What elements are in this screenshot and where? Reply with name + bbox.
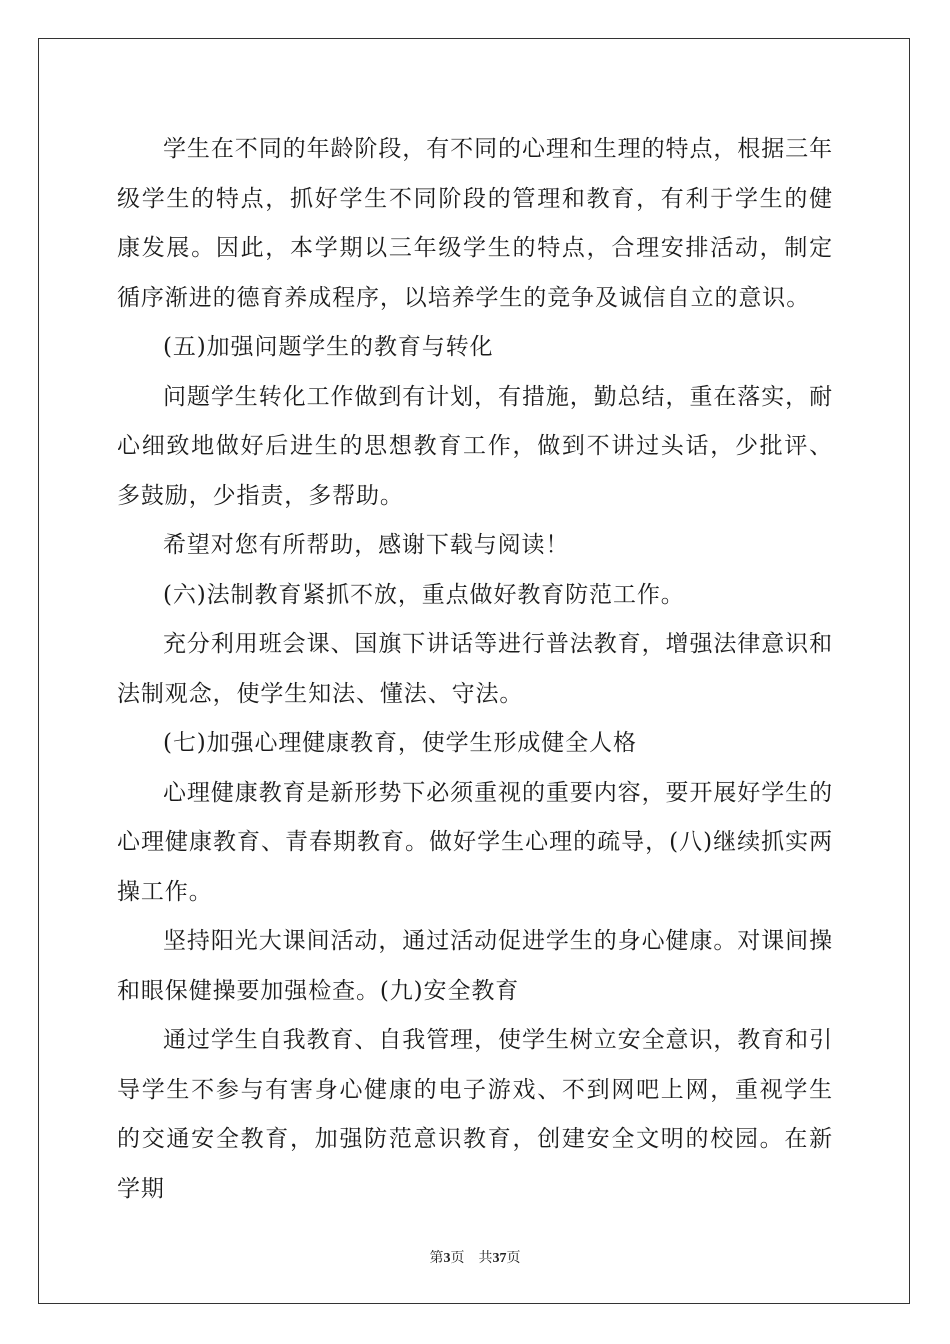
- heading-section-7: (七)加强心理健康教育，使学生形成健全人格: [163, 730, 637, 756]
- document-body: [117, 125, 833, 1214]
- paragraph-thanks: 希望对您有所帮助，感谢下载与阅读！: [163, 532, 570, 558]
- footer-total-suffix: 页: [506, 1250, 521, 1266]
- paragraph-exercise: 坚持阳光大课间活动，通过活动促进学生的身心健康。对课间操和眼保健操要加强检查。(九)安全教育: [117, 928, 833, 1004]
- paragraph-problem-students: 问题学生转化工作做到有计划，有措施，勤总结，重在落实，耐心细致地做好后进生的思想教育工作，做到不讲过头话，少批评、多鼓励，少指责，多帮助。: [117, 383, 833, 509]
- heading-section-5: (五)加强问题学生的教育与转化: [163, 334, 494, 360]
- footer-page-prefix: 第: [429, 1250, 444, 1266]
- paragraph-legal-education: 充分利用班会课、国旗下讲话等进行普法教育，增强法律意识和法制观念，使学生知法、懂法、守法。: [117, 631, 833, 707]
- footer-page-number: 3: [443, 1251, 451, 1266]
- paragraph-safety: 通过学生自我教育、自我管理，使学生树立安全意识，教育和引导学生不参与有害身心健康的电子游戏、不到网吧上网，重视学生的交通安全教育，加强防范意识教育，创建安全文明的校园。在新学期: [117, 1027, 833, 1202]
- footer-page-suffix: 页: [450, 1250, 465, 1266]
- page-footer: [0, 1247, 950, 1267]
- heading-section-6: (六)法制教育紧抓不放，重点做好教育防范工作。: [163, 581, 685, 608]
- footer-total-pages: 37: [492, 1251, 507, 1266]
- paragraph-intro: 学生在不同的年龄阶段，有不同的心理和生理的特点，根据三年级学生的特点，抓好学生不同阶段的管理和教育，有利于学生的健康发展。因此，本学期以三年级学生的特点，合理安排活动，制定循序渐进的德育养成程序，以培养学生的竞争及诚信自立的意识。: [117, 136, 833, 311]
- paragraph-mental-health: 心理健康教育是新形势下必须重视的重要内容，要开展好学生的心理健康教育、青春期教育。做好学生心理的疏导，(八)继续抓实两操工作。: [117, 779, 833, 905]
- footer-total-prefix: 共: [478, 1250, 493, 1266]
